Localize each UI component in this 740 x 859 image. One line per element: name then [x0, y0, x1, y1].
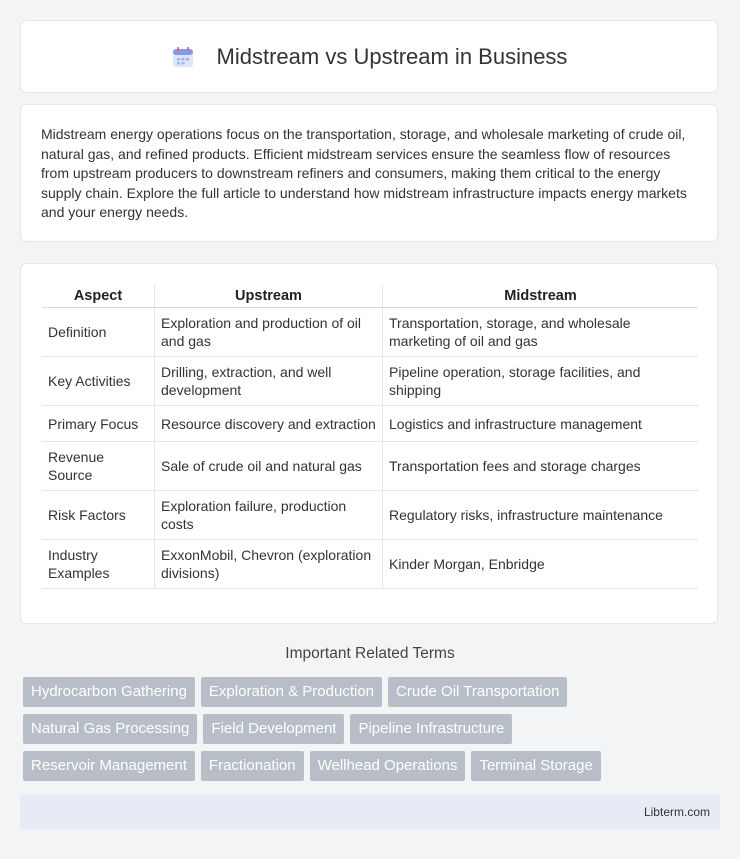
table-cell: ExxonMobil, Chevron (exploration divisions) — [155, 540, 383, 589]
table-row — [42, 406, 698, 442]
table-cell: Pipeline operation, storage facilities, and shipping — [383, 357, 699, 406]
table-cell: Exploration and production of oil and gas — [155, 308, 383, 357]
table-row — [42, 540, 698, 589]
table-cell: Key Activities — [42, 357, 155, 406]
table-cell: Primary Focus — [42, 406, 155, 442]
table-row — [42, 308, 698, 357]
footer — [20, 795, 720, 829]
related-term-tag[interactable]: Pipeline Infrastructure — [350, 714, 512, 744]
footer-site-link[interactable]: Libterm.com — [643, 805, 710, 819]
related-term-tag[interactable]: Wellhead Operations — [310, 751, 466, 781]
column-header-upstream: Upstream — [155, 284, 383, 308]
table-cell: Transportation, storage, and wholesale marketing of oil and gas — [383, 308, 699, 357]
table-cell: Revenue Source — [42, 442, 155, 491]
related-term-tag[interactable]: Fractionation — [201, 751, 304, 781]
table-cell: Industry Examples — [42, 540, 155, 589]
calendar-icon — [171, 45, 195, 69]
table-row — [42, 357, 698, 406]
table-cell: Resource discovery and extraction — [155, 406, 383, 442]
table-cell: Definition — [42, 308, 155, 357]
table-row — [42, 491, 698, 540]
column-header-aspect: Aspect — [42, 284, 155, 308]
comparison-table — [42, 284, 698, 589]
column-header-midstream: Midstream — [383, 284, 699, 308]
related-term-tag[interactable]: Crude Oil Transportation — [388, 677, 567, 707]
table-cell: Regulatory risks, infrastructure maintenance — [383, 491, 699, 540]
related-term-tag[interactable]: Natural Gas Processing — [23, 714, 197, 744]
page-title: Midstream vs Upstream in Business — [216, 43, 568, 69]
table-cell: Transportation fees and storage charges — [383, 442, 699, 491]
table-row — [42, 442, 698, 491]
table-cell: Logistics and infrastructure management — [383, 406, 699, 442]
header-card — [20, 20, 718, 93]
table-cell: Kinder Morgan, Enbridge — [383, 540, 699, 589]
intro-card — [20, 104, 718, 242]
related-term-tag[interactable]: Reservoir Management — [23, 751, 195, 781]
table-cell: Sale of crude oil and natural gas — [155, 442, 383, 491]
related-term-tag[interactable]: Field Development — [203, 714, 344, 744]
related-term-tag[interactable]: Terminal Storage — [471, 751, 600, 781]
intro-paragraph: Midstream energy operations focus on the transportation, storage, and wholesale marketing of crude oil, natural gas, and refined products. Efficient midstream services ensure the seamless flow of resources from upstream producers to downstream refiners and consumers, making them critical to the energy supply chain. Explore the full article to understand how midstream infrastructure impacts energy markets and your energy needs. — [41, 126, 687, 220]
table-cell: Drilling, extraction, and well development — [155, 357, 383, 406]
related-terms-list — [23, 677, 723, 788]
table-header-row — [42, 284, 698, 308]
table-cell: Exploration failure, production costs — [155, 491, 383, 540]
related-term-tag[interactable]: Exploration & Production — [201, 677, 382, 707]
table-cell: Risk Factors — [42, 491, 155, 540]
related-term-tag[interactable]: Hydrocarbon Gathering — [23, 677, 195, 707]
comparison-table-card — [20, 263, 718, 624]
related-terms-title: Important Related Terms — [285, 645, 455, 662]
